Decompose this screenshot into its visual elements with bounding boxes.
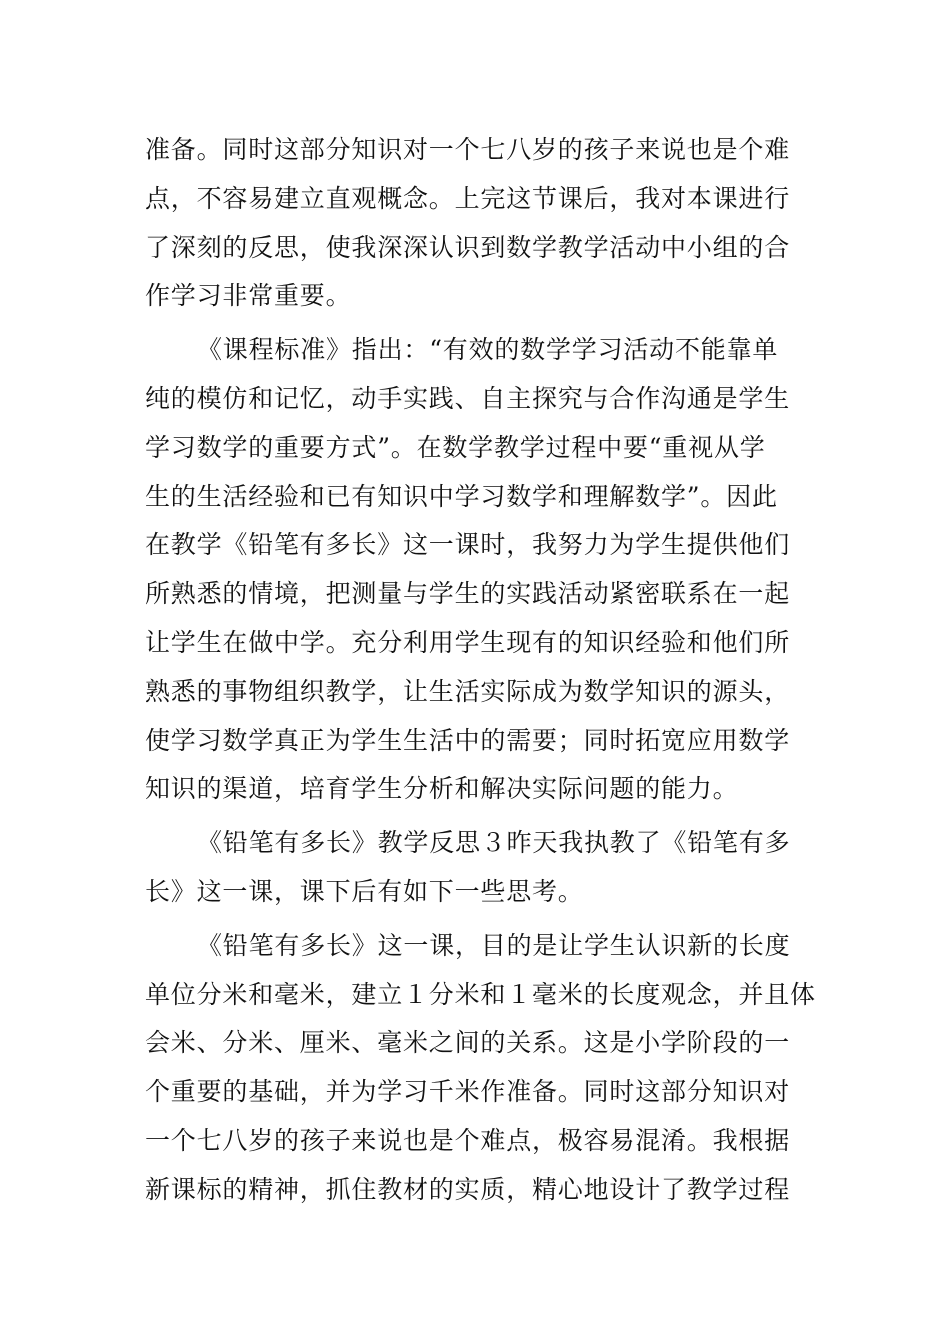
text-line: 单位分米和毫米，建立１分米和１毫米的长度观念，并且体 [145,979,816,1009]
text-line: 知识的渠道，培育学生分析和解决实际问题的能力。 [145,774,739,804]
text-line: 使学习数学真正为学生生活中的需要；同时拓宽应用数学 [145,725,791,755]
text-line: 作学习非常重要。 [145,281,352,311]
text-line: 一个七八岁的孩子来说也是个难点，极容易混淆。我根据 [145,1125,791,1155]
text-line: 点，不容易建立直观概念。上完这节课后，我对本课进行 [145,183,791,213]
text-line: 纯的模仿和记忆，动手实践、自主探究与合作沟通是学生 [145,383,791,413]
text-line: 让学生在做中学。充分利用学生现有的知识经验和他们所 [145,627,791,657]
text-line: 长》这一课，课下后有如下一些思考。 [145,876,584,906]
text-line: 在教学《铅笔有多长》这一课时，我努力为学生提供他们 [145,530,791,560]
text-line: 所熟悉的情境，把测量与学生的实践活动紧密联系在一起 [145,579,791,609]
text-line: 个重要的基础，并为学习千米作准备。同时这部分知识对 [145,1077,791,1107]
text-line: 《铅笔有多长》这一课，目的是让学生认识新的长度 [197,930,791,960]
text-line: 准备。同时这部分知识对一个七八岁的孩子来说也是个难 [145,135,791,164]
text-line: 《课程标准》指出：“有效的数学学习活动不能靠单 [197,335,779,365]
text-line: 《铅笔有多长》教学反思３昨天我执教了《铅笔有多 [197,828,791,858]
text-line: 了深刻的反思，使我深深认识到数学教学活动中小组的合 [145,232,791,262]
body-text [145,126,816,1215]
text-line: 会米、分米、厘米、毫米之间的关系。这是小学阶段的一 [145,1028,791,1058]
text-line: 生的生活经验和已有知识中学习数学和理解数学”。因此 [145,481,778,511]
text-line: 学习数学的重要方式”。在数学教学过程中要“重视从学 [145,432,766,462]
text-line: 熟悉的事物组织教学，让生活实际成为数学知识的源头， [145,676,791,706]
text-line: 新课标的精神，抓住教材的实质，精心地设计了教学过程 [145,1174,791,1204]
